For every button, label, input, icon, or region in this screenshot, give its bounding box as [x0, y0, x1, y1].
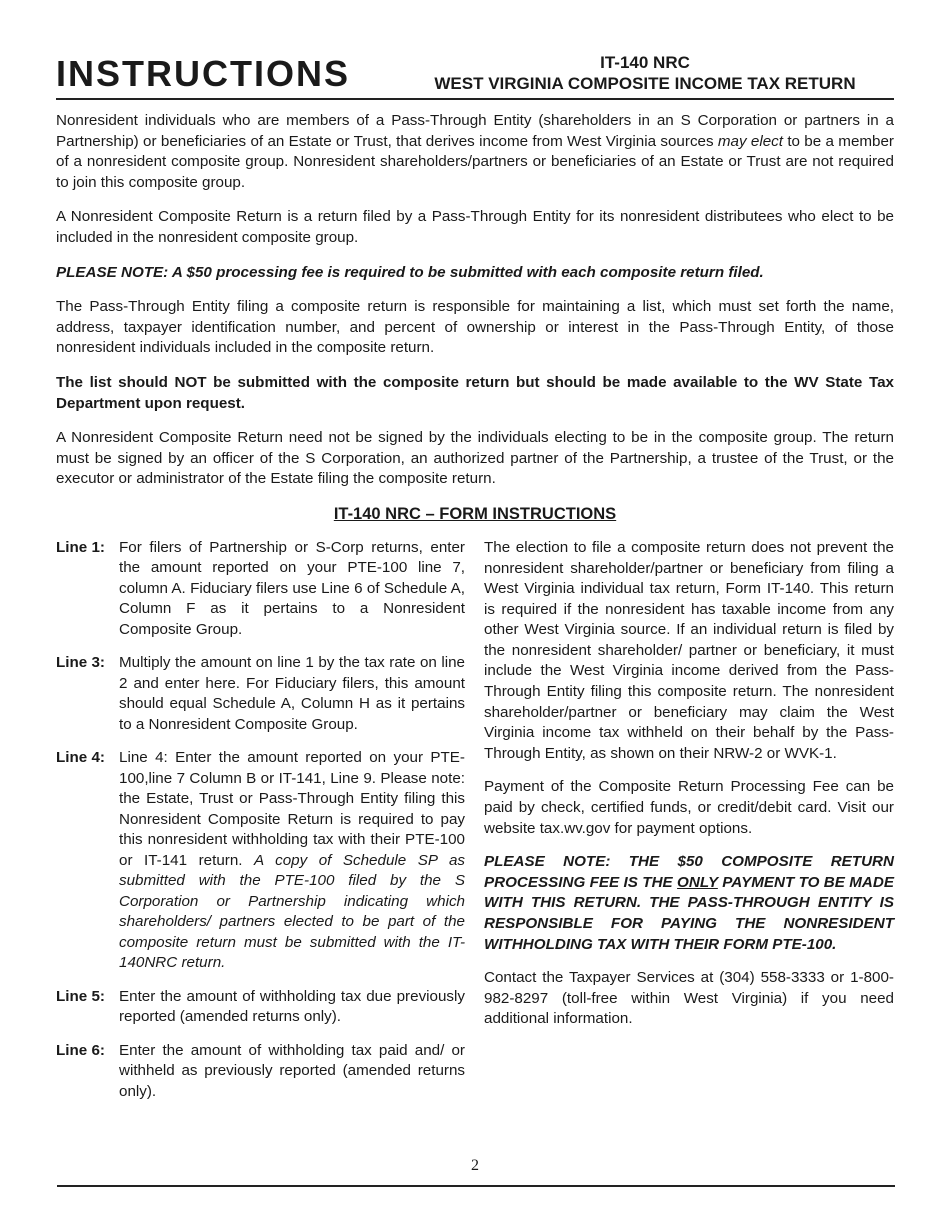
footer-divider: [57, 1185, 895, 1187]
intro-paragraph-2: A Nonresident Composite Return is a return filed by a Pass-Through Entity for its nonresident distributees who elect to be included in the nonresident composite group.: [56, 208, 894, 246]
line-label: Line 5:: [56, 987, 105, 1005]
processing-fee-note: PLEASE NOTE: A $50 processing fee is required to be submitted with each composite return filed.: [56, 263, 764, 281]
fee-warning-note: PLEASE NOTE: THE $50 COMPOSITE RETURN PROCESSING FEE IS THE ONLY PAYMENT TO BE MADE WITH THIS RETURN. THE PASS-THROUGH ENTITY IS RESPONSIBLE FOR PAYING THE NONRESIDENT WITHHOLDING TAX WITH THEIR FORM PTE-100.: [484, 853, 894, 953]
page-number: 2: [471, 1157, 479, 1174]
contact-paragraph: Contact the Taxpayer Services at (304) 558-3333 or 1-800-982-8297 (toll-free within West Virginia) if you need additional information.: [484, 969, 894, 1028]
line-text: Line 4: Enter the amount reported on your PTE-100,line 7 Column B or IT-141, Line 9. Please note: the Estate, Trust or Pass-Through Entity filing this Nonresident Composite Return is required to pay this nonresident withholding tax with their PTE-100 or IT-141 return. A copy of Schedule SP as submitted with the PTE-100 filed by the S Corporation or Partnership indicating which shareholders/ partners elected to be part of the composite return must be submitted with the IT-140NRC return.: [119, 749, 465, 972]
form-title: WEST VIRGINIA COMPOSITE INCOME TAX RETURN: [434, 74, 856, 93]
election-paragraph: The election to file a composite return does not prevent the nonresident shareholder/partner or beneficiary from filing a West Virginia individual tax return, Form IT-140. This return is required if the nonresident has taxable income from any other West Virginia source. If an individual return is filed by the nonresident shareholder/ partner or beneficiary, it must include the West Virginia income derived from the Pass-Through Entity filing this composite return. The nonresident shareholder/partner or beneficiary may claim the West Virginia income tax withheld on their behalf by the Pass-Through Entity, as shown on their NRW-2 or WVK-1.: [484, 538, 894, 762]
line-4-instruction: [56, 748, 465, 974]
line-3-instruction: [56, 653, 465, 735]
intro-paragraph-4: The Pass-Through Entity filing a composite return is responsible for maintaining a list, which must set forth the name, address, taxpayer identification number, and percent of ownership or interest in the Pass-Through Entity, of those nonresident individuals included in the composite return.: [56, 298, 894, 357]
line-instructions-column: [56, 538, 465, 1116]
line-5-instruction: [56, 987, 465, 1028]
line-label: Line 1:: [56, 538, 105, 556]
line-6-instruction: [56, 1041, 465, 1103]
intro-section: [56, 111, 894, 490]
document-page: [56, 50, 894, 1115]
instructions-columns: [56, 538, 894, 1116]
payment-paragraph: Payment of the Composite Return Processing Fee can be paid by check, certified funds, or credit/debit card. Visit our website tax.wv.gov for payment options.: [484, 778, 894, 837]
line-label: Line 4:: [56, 749, 105, 767]
page-header: [56, 50, 894, 100]
list-submission-note: The list should NOT be submitted with the composite return but should be made available to the WV State Tax Department upon request.: [56, 373, 894, 412]
line-label: Line 3:: [56, 654, 105, 672]
form-number: IT-140 NRC: [600, 53, 690, 72]
line-text: Enter the amount of withholding tax due previously reported (amended returns only).: [119, 987, 465, 1026]
line-text: For filers of Partnership or S-Corp returns, enter the amount reported on your PTE-100 line 7, column A. Fiduciary filers use Line 6 of Schedule A, Column F as it pertains to a Nonresident Composite Group.: [119, 538, 465, 638]
intro-paragraph-6: A Nonresident Composite Return need not be signed by the individuals electing to be in the composite group. The return must be signed by an officer of the S Corporation, an authorized partner of the Partnership, a trustee of the Trust, or the executor or administrator of the Estate filing the composite return.: [56, 429, 894, 488]
line-1-instruction: [56, 538, 465, 641]
form-identifier: [396, 52, 894, 94]
line-text: Enter the amount of withholding tax paid and/ or withheld as previously reported (amended returns only).: [119, 1041, 465, 1100]
line-text: Multiply the amount on line 1 by the tax rate on line 2 and enter here. For Fiduciary filers, this amount should equal Schedule A, Column H as it pertains to a Nonresident Composite Group.: [119, 654, 465, 733]
intro-paragraph-1: Nonresident individuals who are members of a Pass-Through Entity (shareholders in an S Corporation or partners in a Partnership) or beneficiaries of an Estate or Trust, that derives income from West Virginia sources may elect to be a member of a nonresident composite group. Nonresident shareholders/partners or beneficiaries of an Estate or Trust are not required to join this composite group.: [56, 112, 894, 191]
line-label: Line 6:: [56, 1041, 105, 1059]
section-title: IT-140 NRC – FORM INSTRUCTIONS: [333, 504, 617, 523]
general-info-column: [484, 538, 894, 1116]
page-title: INSTRUCTIONS: [56, 53, 350, 94]
